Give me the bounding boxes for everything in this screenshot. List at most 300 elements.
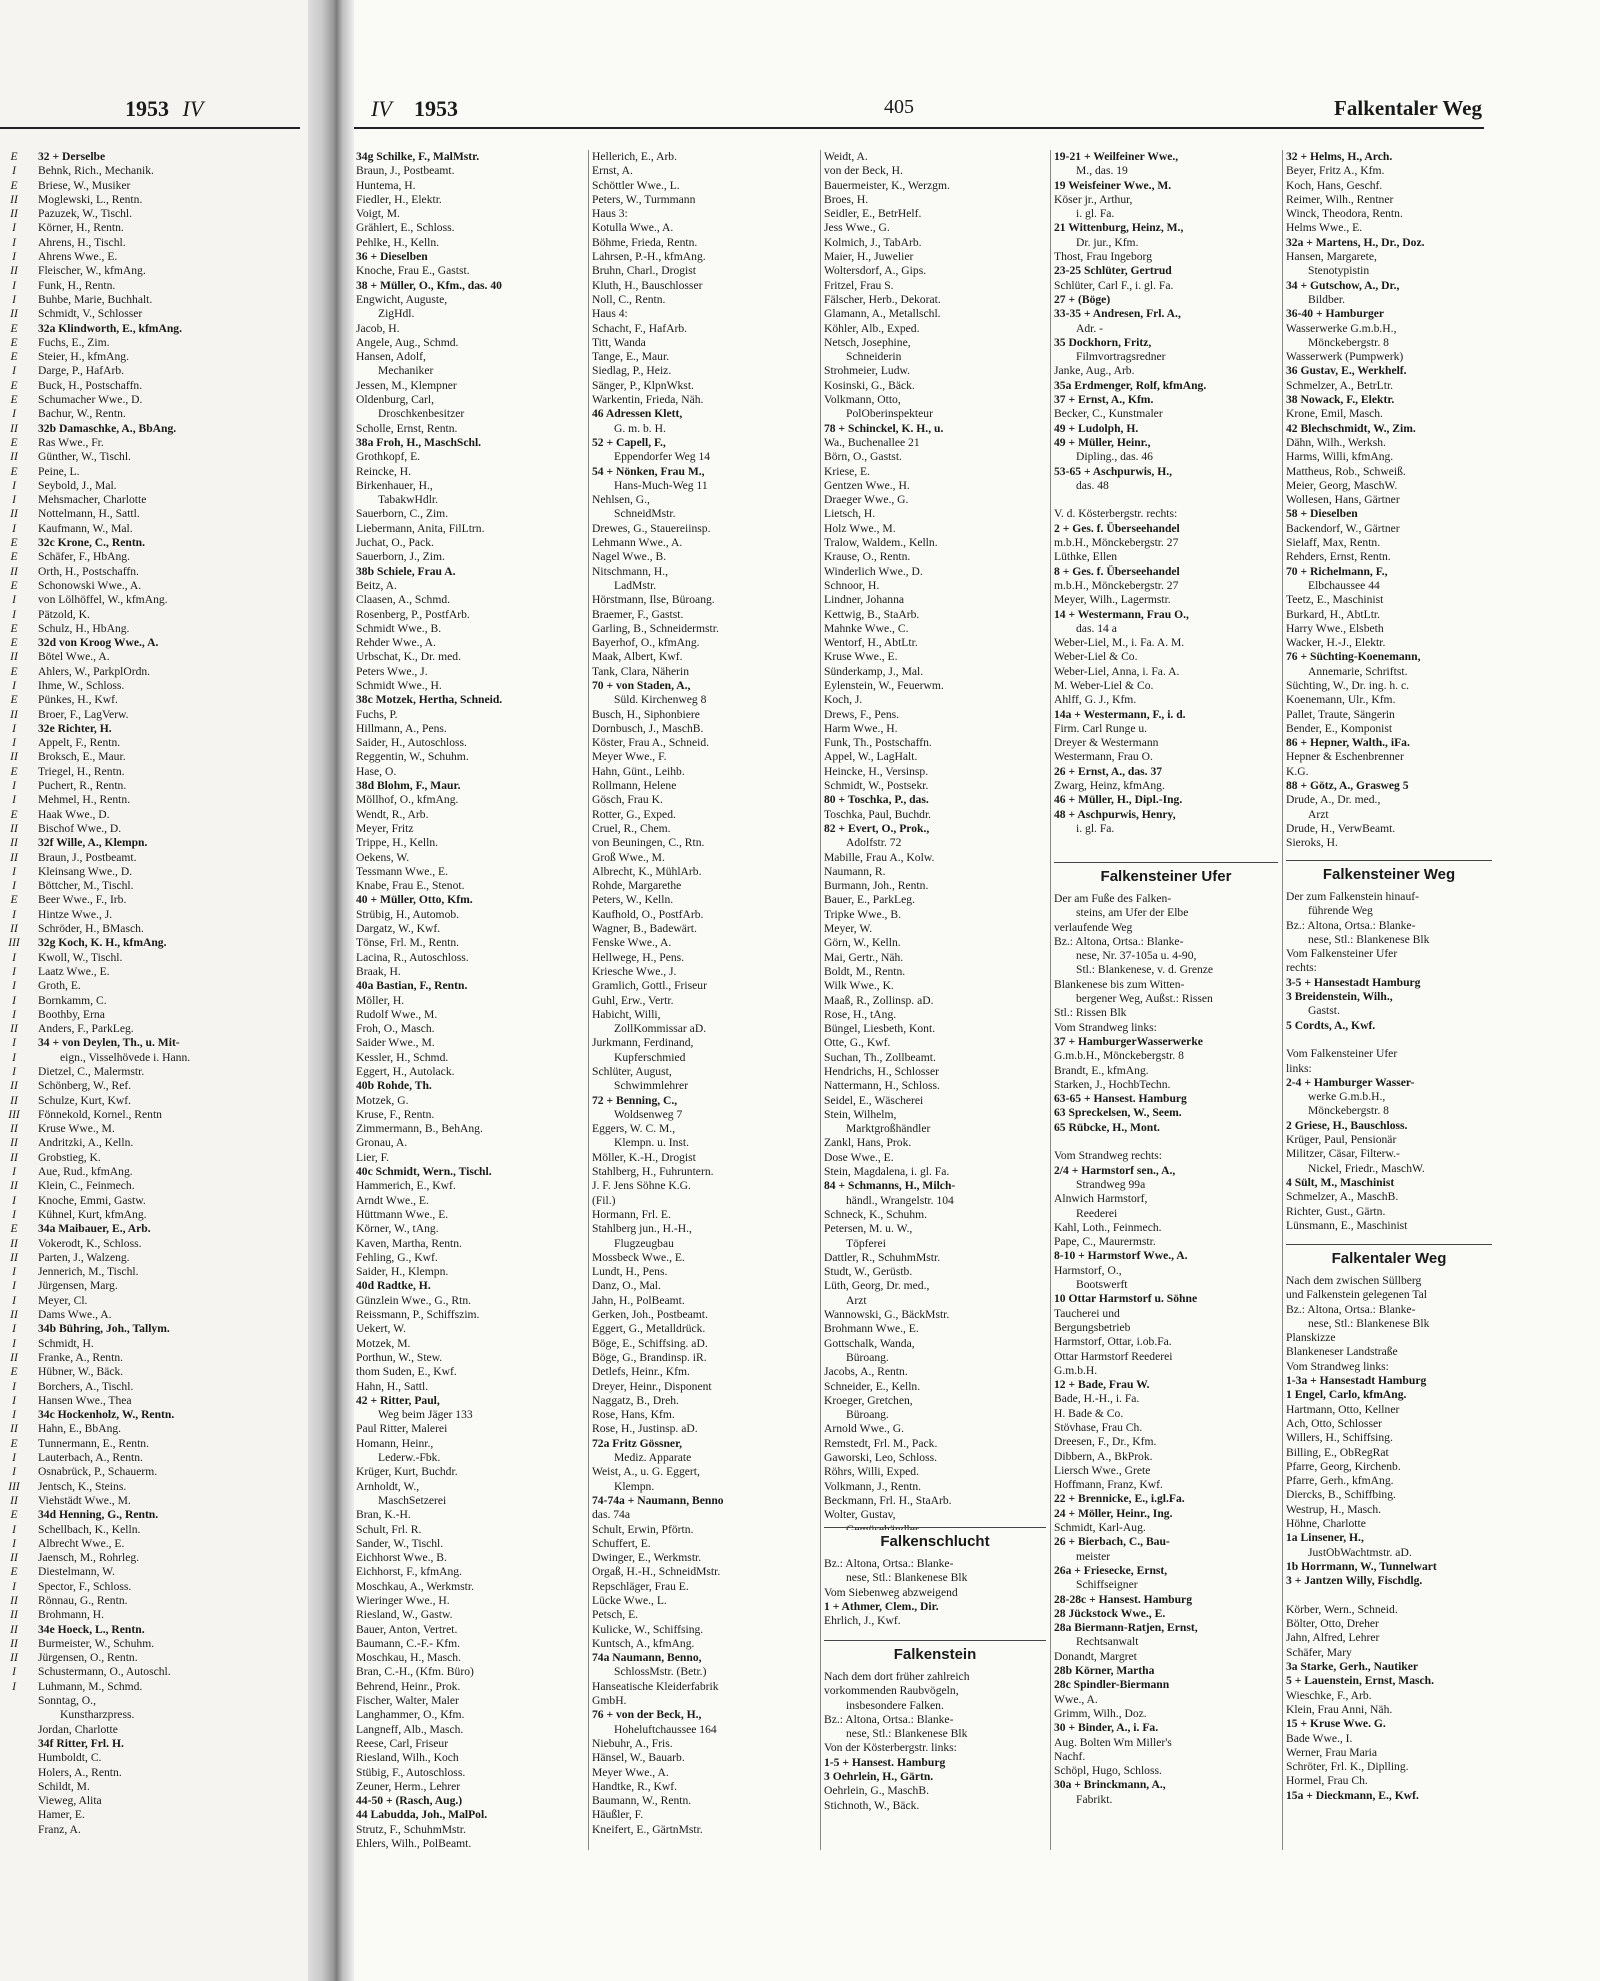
entry-line: LadMstr.	[614, 578, 657, 592]
floor-mark: II	[10, 1079, 18, 1093]
left-roman: IV	[182, 96, 204, 121]
entry-line: Töpferei	[846, 1236, 886, 1250]
entry-line: Drude, A., Dr. med.,	[1286, 793, 1381, 807]
entry-line: Mossbeck Wwe., E.	[592, 1250, 685, 1264]
book-gutter	[308, 0, 354, 1981]
entry-line: (Fil.)	[592, 1193, 616, 1207]
entry-line: Peters, W., Kelln.	[592, 893, 674, 907]
entry-line: Hans-Much-Weg 11	[614, 478, 708, 492]
entry-line: Hoffmann, Franz, Kwf.	[1054, 1478, 1163, 1492]
entry-line: Zankl, Hans, Prok.	[824, 1136, 912, 1150]
entry-line: Jurkmann, Ferdinand,	[592, 1036, 694, 1050]
entry-line: Fabrikt.	[1076, 1792, 1113, 1806]
entry-line: Meyer, Fritz	[356, 821, 414, 835]
entry-line: 46 Adressen Klett,	[592, 407, 683, 421]
right-header-rule	[354, 127, 1484, 129]
entry-line: 32a Klindworth, E., kfmAng.	[38, 321, 182, 335]
entry-line: Röhrs, Willi, Exped.	[824, 1465, 919, 1479]
entry-line: Kotulla Wwe., A.	[592, 221, 674, 235]
entry-line: Reederei	[1076, 1206, 1118, 1220]
entry-line: Hellwege, H., Pens.	[592, 950, 685, 964]
entry-line: Schildt, M.	[38, 1779, 90, 1793]
floor-mark: I	[12, 1265, 16, 1279]
entry-line: Braemer, F., Gastst.	[592, 607, 684, 621]
entry-line: Orgaß, H.-H., SchneidMstr.	[592, 1565, 721, 1579]
entry-line: Beer Wwe., F., Irb.	[38, 893, 127, 907]
entry-line: J. F. Jens Söhne K.G.	[592, 1179, 691, 1193]
entry-line: Woltersdorf, A., Gips.	[824, 264, 927, 278]
floor-mark: I	[12, 1036, 16, 1050]
entry-line: 28a Biermann-Ratjen, Ernst,	[1054, 1621, 1198, 1635]
column-3	[824, 150, 1046, 1530]
entry-line: Schmidt Wwe., H.	[356, 678, 442, 692]
entry-line: Kneifert, E., GärtnMstr.	[592, 1822, 703, 1836]
entry-line: GmbH.	[592, 1694, 627, 1708]
floor-mark: I	[12, 521, 16, 535]
entry-line: 40 + Müller, Otto, Kfm.	[356, 893, 473, 907]
entry-line: Langhammer, O., Kfm.	[356, 1708, 465, 1722]
entry-line: Marktgroßhändler	[846, 1122, 931, 1136]
entry-line: Sander, W., Tischl.	[356, 1536, 444, 1550]
entry-line: 10 Ottar Harmstorf u. Söhne	[1054, 1292, 1198, 1306]
column-1	[356, 150, 584, 1851]
floor-mark: I	[12, 1322, 16, 1336]
entry-line: Zwarg, Heinz, kfmAng.	[1054, 779, 1165, 793]
entry-line: Bachur, W., Rentn.	[38, 407, 126, 421]
entry-line: SchneidMstr.	[614, 507, 676, 521]
entry-line: Alnwich Harmstorf,	[1054, 1192, 1148, 1206]
entry-line: Vieweg, Alita	[38, 1794, 102, 1808]
entry-line: Groß Wwe., M.	[592, 850, 665, 864]
entry-line: Detlefs, Heinr., Kfm.	[592, 1365, 690, 1379]
entry-line: 34 + von Deylen, Th., u. Mit-	[38, 1036, 180, 1050]
entry-line: Fenske Wwe., A.	[592, 936, 672, 950]
entry-line: Meyer Wwe., A.	[592, 1765, 669, 1779]
entry-line: 49 + Ludolph, H.	[1054, 421, 1139, 435]
entry-line: Hanseatische Kleiderfabrik	[592, 1679, 719, 1693]
floor-mark: E	[10, 536, 18, 550]
entry-line: Lahrsen, P.-H., kfmAng.	[592, 250, 706, 264]
entry-line: Rotter, G., Exped.	[592, 807, 676, 821]
street-header: Falkentaler Weg	[1334, 96, 1482, 120]
entry-line: 82 + Evert, O., Prok.,	[824, 821, 930, 835]
entry-line: Wentorf, H., AbtLtr.	[824, 636, 918, 650]
entry-line	[1286, 1589, 1492, 1603]
entry-line: Stein, Wilhelm,	[824, 1107, 897, 1121]
entry-line: Netsch, Josephine,	[824, 335, 911, 349]
entry-line: Schäfer, Mary	[1286, 1645, 1352, 1659]
floor-mark: II	[10, 207, 18, 221]
entry-line: Reissmann, P., Schiffszim.	[356, 1308, 480, 1322]
entry-line: Triegel, H., Rentn.	[38, 764, 125, 778]
entry-line: Süchting, W., Dr. ing. h. c.	[1286, 678, 1410, 692]
entry-line: Weidt, A.	[824, 150, 868, 163]
floor-mark: II	[10, 1651, 18, 1665]
entry-line: Moschkau, A., Werkmstr.	[356, 1579, 475, 1593]
entry-line: Beckmann, Frl. H., StaArb.	[824, 1493, 952, 1507]
entry-line: Schwimmlehrer	[614, 1079, 689, 1093]
entry-line: 38 + Müller, O., Kfm., das. 40	[356, 278, 502, 292]
entry-line: Mabille, Frau A., Kolw.	[824, 850, 935, 864]
entry-line: Reincke, H.	[356, 464, 412, 478]
entry-line: Bade Wwe., I.	[1286, 1731, 1353, 1745]
entry-line: Bz.: Altona, Ortsa.: Blanke-	[1286, 918, 1416, 932]
entry-line: 21 Wittenburg, Heinz, M.,	[1054, 221, 1184, 235]
entry-line: Weist, A., u. G. Eggert,	[592, 1465, 700, 1479]
entry-line: Homann, Heinr.,	[356, 1436, 434, 1450]
entry-line: Jessen, M., Klempner	[356, 378, 457, 392]
floor-mark: I	[12, 979, 16, 993]
floor-mark: II	[10, 836, 18, 850]
entry-line: M., das. 19	[1076, 164, 1128, 178]
entry-line: Pazuzek, W., Tischl.	[38, 207, 133, 221]
entry-line: Siedlag, P., Heiz.	[592, 364, 672, 378]
floor-mark: II	[10, 192, 18, 206]
entry-line: Hahn, H., Sattl.	[356, 1379, 429, 1393]
entry-line: 3a Starke, Gerh., Nautiker	[1286, 1660, 1419, 1674]
entry-line: Fritzel, Frau S.	[824, 278, 894, 292]
entry-line: 46 + Müller, H., Dipl.-Ing.	[1054, 793, 1183, 807]
entry-line: Braun, J., Postbeamt.	[38, 850, 137, 864]
entry-line: Motzek, G.	[356, 1093, 409, 1107]
entry-line: Schellbach, K., Kelln.	[38, 1522, 141, 1536]
entry-line: Hendrichs, H., Schlosser	[824, 1065, 939, 1078]
column-divider	[588, 150, 589, 1850]
entry-line: H. Bade & Co.	[1054, 1406, 1124, 1420]
floor-mark: I	[12, 736, 16, 750]
entry-line: Diestelmann, W.	[38, 1565, 115, 1579]
entry-line: Titt, Wanda	[592, 335, 646, 349]
entry-line: Jahn, H., PolBeamt.	[592, 1293, 685, 1307]
entry-line: Rudolf Wwe., M.	[356, 1007, 438, 1021]
entry-line	[1054, 493, 1278, 507]
entry-line: Jaensch, M., Rohrleg.	[38, 1551, 140, 1565]
entry-line: 1-3a + Hansestadt Hamburg	[1286, 1374, 1427, 1388]
right-roman: IV	[371, 96, 392, 121]
entry-line: K.G.	[1286, 764, 1309, 778]
entry-line: Zeuner, Herm., Lehrer	[356, 1779, 461, 1793]
right-page	[354, 0, 1600, 1981]
floor-mark: I	[12, 879, 16, 893]
entry-line: Saider, H., Klempn.	[356, 1265, 449, 1279]
entry-line: 23-25 Schlüter, Gertrud	[1054, 264, 1172, 278]
entry-line: Strandweg 99a	[1076, 1177, 1146, 1191]
page-number: 405	[884, 96, 914, 118]
entry-line: Helms Wwe., E.	[1286, 221, 1363, 235]
floor-mark: I	[12, 1050, 16, 1064]
entry-line: Der zum Falkenstein hinauf-	[1286, 890, 1419, 903]
floor-mark: I	[12, 1465, 16, 1479]
section-rule	[1054, 862, 1278, 863]
entry-line: Kuntsch, A., kfmAng.	[592, 1636, 695, 1650]
entry-line: 76 + Süchting-Koenemann,	[1286, 650, 1421, 664]
entry-line: Urbschat, K., Dr. med.	[356, 650, 461, 664]
entry-line: Mai, Gertr., Näh.	[824, 950, 904, 964]
entry-line: Garling, B., Schneidermstr.	[592, 621, 719, 635]
entry-line: 74a Naumann, Benno,	[592, 1651, 702, 1665]
entry-line: Hansen, Margarete,	[1286, 250, 1377, 264]
entry-line: Diercks, B., Schiffbing.	[1286, 1488, 1396, 1502]
entry-line: Schlüter, August,	[592, 1065, 672, 1078]
floor-mark: I	[12, 164, 16, 178]
entry-line: Kruse Wwe., M.	[38, 1122, 115, 1136]
floor-mark: E	[10, 321, 18, 335]
entry-line: von der Beck, H.	[824, 164, 903, 178]
entry-line: Hintze Wwe., J.	[38, 907, 113, 921]
entry-line: Lietsch, H.	[824, 507, 876, 521]
entry-line: Bz.: Altona, Ortsa.: Blanke-	[824, 1712, 954, 1726]
entry-line: 2 Griese, H., Bauschloss.	[1286, 1118, 1408, 1132]
entry-line: m.b.H., Mönckebergstr. 27	[1054, 536, 1179, 550]
entry-line: Annemarie, Schriftst.	[1308, 664, 1408, 678]
entry-line: Schmidt, V., Schlosser	[38, 307, 143, 321]
entry-line: Pünkes, H., Kwf.	[38, 693, 118, 707]
entry-line: 36 Gustav, E., Werkhelf.	[1286, 364, 1407, 378]
entry-line: Woldsenweg 7	[614, 1107, 683, 1121]
entry-line: Bz.: Altona, Ortsa.: Blanke-	[824, 1557, 954, 1570]
entry-line: ZigHdl.	[378, 307, 415, 321]
entry-line: 28c Spindler-Biermann	[1054, 1678, 1170, 1692]
entry-line: 3 Oehrlein, H., Gärtn.	[824, 1770, 934, 1784]
entry-line: Arzt	[1308, 807, 1329, 821]
entry-line: TabakwHdlr.	[378, 493, 439, 507]
left-page-header	[125, 96, 203, 122]
entry-line: Grobstieg, K.	[38, 1150, 101, 1164]
floor-mark: II	[10, 1608, 18, 1622]
entry-line: 32a + Martens, H., Dr., Doz.	[1286, 235, 1425, 249]
entry-line: 5 + Lauenstein, Ernst, Masch.	[1286, 1674, 1434, 1688]
entry-line: Dose Wwe., E.	[824, 1150, 894, 1164]
column-4	[1054, 150, 1278, 850]
entry-line: Jahn, Alfred, Lehrer	[1286, 1631, 1380, 1645]
floor-mark: II	[10, 850, 18, 864]
entry-line: Bauer, Anton, Vertret.	[356, 1622, 458, 1636]
entry-line: Koch, Hans, Geschf.	[1286, 178, 1383, 192]
entry-line: Tönse, Frl. M., Rentn.	[356, 936, 460, 950]
entry-line: Gronau, A.	[356, 1136, 408, 1150]
entry-line: Thost, Frau Ingeborg	[1054, 250, 1152, 264]
floor-mark: I	[12, 478, 16, 492]
entry-line: Braun, J., Postbeamt.	[356, 164, 455, 178]
floor-mark: E	[10, 350, 18, 364]
entry-line: ZollKommissar aD.	[614, 1022, 707, 1036]
entry-line: 32c Krone, C., Rentn.	[38, 536, 146, 550]
entry-line: 49 + Müller, Heinr.,	[1054, 435, 1151, 449]
entry-line: 44-50 + (Rasch, Aug.)	[356, 1794, 463, 1808]
entry-line: Boldt, M., Rentn.	[824, 964, 906, 978]
entry-line: Peters, W., Turmmann	[592, 192, 696, 206]
entry-line: 40a Bastian, F., Rentn.	[356, 979, 468, 993]
left-page	[0, 0, 308, 1981]
entry-line: 32d von Kroog Wwe., A.	[38, 636, 159, 650]
entry-line: Riesland, W., Gastw.	[356, 1608, 453, 1622]
entry-line: 70 + von Staden, A.,	[592, 678, 691, 692]
entry-line: Backendorf, W., Gärtner	[1286, 521, 1400, 535]
entry-line: führende Weg	[1308, 904, 1373, 918]
entry-line: Pape, C., Maurermstr.	[1054, 1235, 1156, 1249]
floor-mark: II	[10, 421, 18, 435]
entry-line: Bade, H.-H., i. Fa.	[1054, 1392, 1140, 1406]
entry-line: Cruel, R., Chem.	[592, 821, 671, 835]
entry-line: Hansen, Adolf,	[356, 350, 426, 364]
floor-mark: I	[12, 964, 16, 978]
entry-line: 15 + Kruse Wwe. G.	[1286, 1717, 1386, 1731]
entry-line: Darge, P., HafArb.	[38, 364, 125, 378]
entry-line: Jacobs, A., Rentn.	[824, 1365, 908, 1379]
entry-line: Eichhorst, F., kfmAng.	[356, 1565, 462, 1579]
entry-line: Kolmich, J., TabArb.	[824, 235, 922, 249]
entry-line: Stl.: Blankenese, v. d. Grenze	[1076, 963, 1214, 977]
entry-line: SchlossMstr. (Betr.)	[614, 1665, 707, 1679]
section-rule	[1286, 1244, 1492, 1245]
entry-line: Saider Wwe., M.	[356, 1036, 435, 1050]
entry-line: Schonowski Wwe., A.	[38, 578, 142, 592]
floor-mark: II	[10, 564, 18, 578]
entry-line: 26a + Friesecke, Ernst,	[1054, 1563, 1168, 1577]
entry-line: nese, Stl.: Blankenese Blk	[1308, 932, 1430, 946]
entry-line: Hoheluftchaussee 164	[614, 1722, 717, 1736]
entry-line: Höhne, Charlotte	[1286, 1517, 1366, 1531]
floor-mark: E	[10, 807, 18, 821]
section-falkenstein	[824, 1670, 1046, 1815]
entry-line: 33-35 + Andresen, Frl. A.,	[1054, 307, 1181, 321]
entry-line: Rosenberg, P., PostfArb.	[356, 607, 470, 621]
entry-line: 63 Spreckelsen, W., Seem.	[1054, 1106, 1182, 1120]
entry-line: Aug. Bolten Wm Miller's	[1054, 1735, 1172, 1749]
entry-line: Burkard, H., AbtLtr.	[1286, 607, 1381, 621]
entry-line: Dreesen, F., Dr., Kfm.	[1054, 1435, 1157, 1449]
entry-line: Schiffseigner	[1076, 1578, 1138, 1592]
floor-mark: E	[10, 178, 18, 192]
entry-line: Repschläger, Frau E.	[592, 1579, 689, 1593]
entry-line: Vom Falkensteiner Ufer	[1286, 1047, 1398, 1061]
floor-mark: I	[12, 950, 16, 964]
entry-line: Langneff, Alb., Masch.	[356, 1722, 464, 1736]
entry-line: Donandt, Margret	[1054, 1649, 1137, 1663]
entry-line: Hahn, E., BbAng.	[38, 1422, 122, 1436]
entry-line: Rose, H., tAng.	[824, 1007, 897, 1021]
entry-line: Weber-Liel & Co.	[1054, 650, 1138, 664]
entry-line: Maak, Albert, Kwf.	[592, 650, 683, 664]
entry-line: Funk, Th., Postschaffn.	[824, 736, 932, 750]
entry-line: Vom Siebenweg abzweigend	[824, 1585, 958, 1599]
entry-line: Laatz Wwe., E.	[38, 964, 110, 978]
entry-line: Fuchs, E., Zim.	[38, 335, 110, 349]
entry-line: Meyer Wwe., F.	[592, 750, 667, 764]
floor-mark: I	[12, 250, 16, 264]
entry-line: Andritzki, A., Kelln.	[38, 1136, 134, 1150]
entry-line: Jentsch, K., Steins.	[38, 1479, 127, 1493]
entry-line: Bender, E., Komponist	[1286, 721, 1393, 735]
entry-line: Fälscher, Herb., Dekorat.	[824, 292, 941, 306]
floor-mark: E	[10, 893, 18, 907]
entry-line: 14a + Westermann, F., i. d.	[1054, 707, 1186, 721]
entry-line: Bz.: Altona, Ortsa.: Blanke-	[1054, 934, 1184, 948]
section-title-falkenschlucht: Falkenschlucht	[880, 1533, 990, 1550]
entry-line: 37 + HamburgerWasserwerke	[1054, 1034, 1203, 1048]
entry-line: Gaworski, Leo, Schloss.	[824, 1451, 938, 1465]
left-year: 1953	[125, 96, 169, 121]
entry-line: Wolter, Gustav,	[824, 1508, 896, 1522]
entry-line: Jürgensen, O., Rentn.	[38, 1651, 138, 1665]
entry-line: 34f Ritter, Frl. H.	[38, 1736, 124, 1750]
entry-line: 4 Sült, M., Maschinist	[1286, 1175, 1395, 1189]
entry-line: 40d Radtke, H.	[356, 1279, 431, 1293]
entry-line: Schumacher Wwe., D.	[38, 393, 143, 407]
entry-line: Jennerich, M., Tischl.	[38, 1265, 139, 1279]
entry-line: Lindner, Johanna	[824, 593, 905, 607]
entry-line: Stenotypistin	[1308, 264, 1370, 278]
entry-line: Schönberg, W., Ref.	[38, 1079, 132, 1093]
entry-line: Busch, H., Siphonbiere	[592, 707, 700, 721]
entry-line: 30 + Binder, A., i. Fa.	[1054, 1721, 1159, 1735]
entry-line: 84 + Schmanns, H., Milch-	[824, 1179, 956, 1193]
entry-line: 1 + Athmer, Clem., Dir.	[824, 1599, 939, 1613]
entry-line: 36-40 + Hamburger	[1286, 307, 1385, 321]
entry-line: Moschkau, H., Masch.	[356, 1651, 461, 1665]
entry-line: 58 + Dieselben	[1286, 507, 1358, 521]
entry-line: Firm. Carl Runge u.	[1054, 721, 1148, 735]
entry-line: Huntema, H.	[356, 178, 416, 192]
entry-line: Fuchs, P.	[356, 707, 398, 721]
entry-line: Reese, Carl, Friseur	[356, 1736, 449, 1750]
floor-mark: II	[10, 450, 18, 464]
entry-line: Kaven, Martha, Rentn.	[356, 1236, 462, 1250]
entry-line: Ottar Harmstorf Reederei	[1054, 1349, 1173, 1363]
entry-line: Angele, Aug., Schmd.	[356, 335, 459, 349]
entry-line: Krüger, Paul, Pensionär	[1286, 1133, 1397, 1147]
entry-line: Kupferschmied	[614, 1050, 686, 1064]
entry-line: Fischer, Walter, Maler	[356, 1694, 459, 1708]
entry-line: Eggers, W. C. M.,	[592, 1122, 676, 1136]
entry-line: 32 + Helms, H., Arch.	[1286, 150, 1393, 163]
entry-line: 2/4 + Harmstorf sen., A.,	[1054, 1163, 1176, 1177]
entry-line: Westermann, Frau O.	[1054, 750, 1153, 764]
entry-line: 34d Henning, G., Rentn.	[38, 1508, 159, 1522]
entry-line: Meyer, Wilh., Lagermstr.	[1054, 593, 1171, 607]
entry-line: Ehlers, Wilh., PolBeamt.	[356, 1837, 472, 1851]
entry-line: Moglewski, L., Rentn.	[38, 192, 143, 206]
entry-line: Rose, H., Justinsp. aD.	[592, 1422, 698, 1436]
floor-mark: II	[10, 1551, 18, 1565]
entry-line: 34 + Gutschow, A., Dr.,	[1286, 278, 1400, 292]
entry-line: Osnabrück, P., Schauerm.	[38, 1465, 158, 1479]
entry-line: Trippe, H., Kelln.	[356, 836, 439, 850]
section-falkensteiner-weg	[1286, 890, 1492, 1235]
entry-line: Kluth, H., Bauschlosser	[592, 278, 703, 292]
entry-line: Humboldt, C.	[38, 1751, 102, 1765]
entry-line: Appel, W., LagHalt.	[824, 750, 918, 764]
entry-line: Schneck, K., Schuhm.	[824, 1207, 928, 1221]
entry-line: Seidel, E., Wäscherei	[824, 1093, 924, 1107]
entry-line: Schmidt, H.	[38, 1336, 94, 1350]
entry-line: Starken, J., HochbTechn.	[1054, 1077, 1171, 1091]
entry-line: Wendt, R., Arb.	[356, 807, 429, 821]
entry-line: Handtke, R., Kwf.	[592, 1779, 678, 1793]
entry-line: Rönnau, G., Rentn.	[38, 1593, 128, 1607]
entry-line: G.m.b.H., Mönckebergstr. 8	[1054, 1049, 1184, 1063]
entry-line: Eppendorfer Weg 14	[614, 450, 711, 464]
entry-line: Haak Wwe., D.	[38, 807, 110, 821]
entry-line: Rehders, Ernst, Rentn.	[1286, 550, 1391, 564]
section-title-falkensteiner-weg: Falkensteiner Weg	[1322, 866, 1456, 883]
entry-line: Stl.: Rissen Blk	[1054, 1006, 1127, 1020]
entry-line: Bauer, E., ParkLeg.	[824, 893, 915, 907]
entry-line: Schröter, Frl. K., Diplling.	[1286, 1760, 1409, 1774]
entry-line: Gösch, Frau K.	[592, 793, 663, 807]
entry-line: 2-4 + Hamburger Wasser-	[1286, 1075, 1415, 1089]
entry-line: Bauermeister, K., Werzgm.	[824, 178, 950, 192]
